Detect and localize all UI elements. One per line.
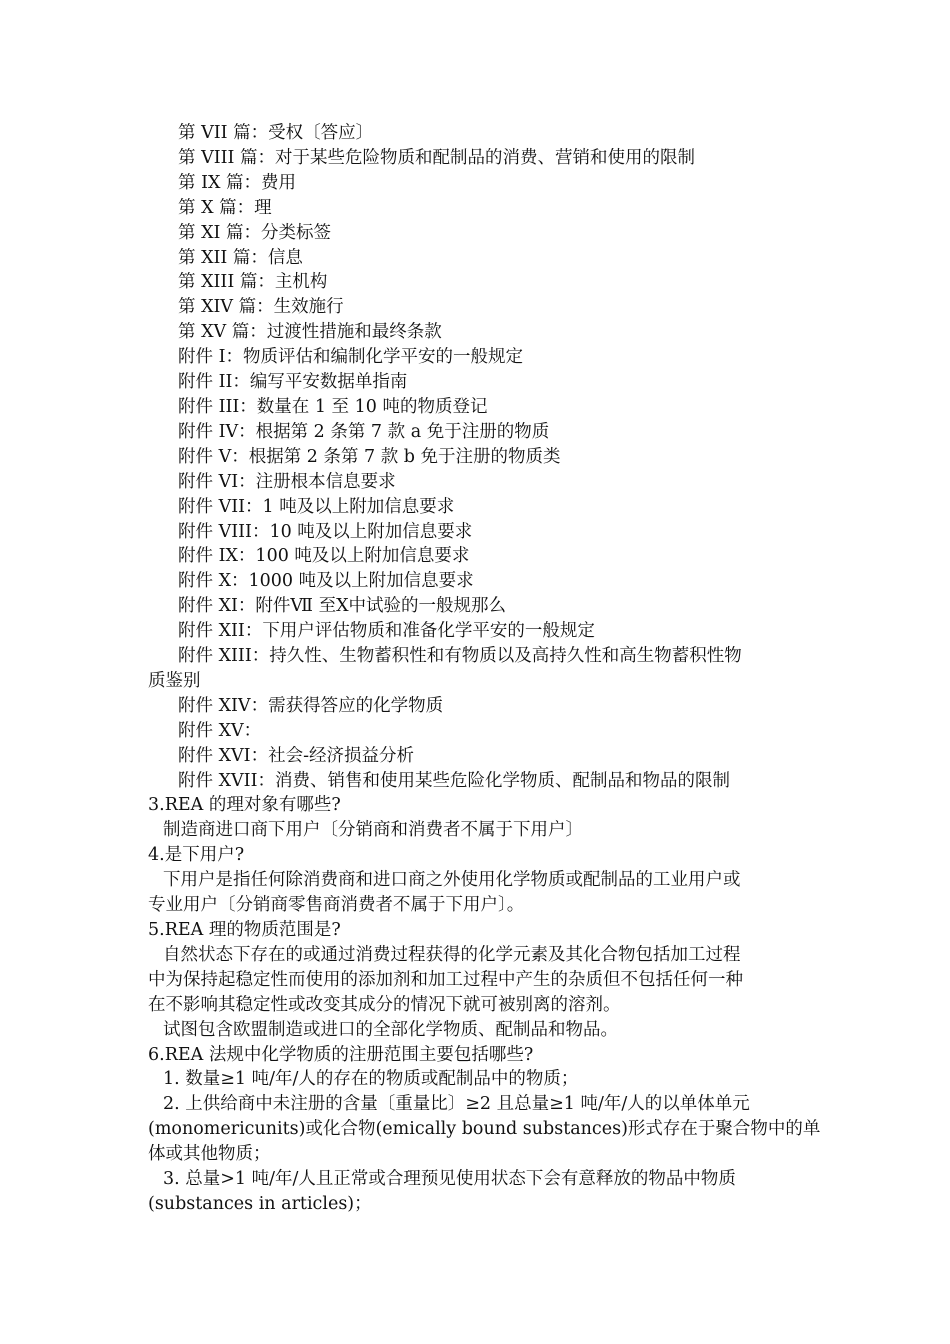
list-item: 附件 XVII：消费、销售和使用某些危险化学物质、配制品和物品的限制 [178, 770, 730, 791]
list-item: 第 XIII 篇：主机构 [178, 272, 328, 293]
list-item: 第 VIII 篇：对于某些危险物质和配制品的消费、营销和使用的限制 [178, 147, 695, 168]
question-5: 5.REA 理的物质范围是? [148, 920, 341, 940]
document-body [148, 121, 821, 1217]
list-item: 第 XV 篇：过渡性措施和最终条款 [178, 322, 442, 343]
annex-xiii-line2: 质鉴别 [148, 670, 201, 691]
list-item: 附件 III：数量在 1 至 10 吨的物质登记 [178, 396, 488, 417]
list-item: 第 XI 篇：分类标签 [178, 222, 331, 243]
answer-6-item1: 1. 数量≥1 吨/年/人的存在的物质或配制品中的物质； [163, 1069, 579, 1090]
list-item: 附件 VII：1 吨及以上附加信息要求 [178, 496, 455, 517]
answer-4-line2: 专业用户〔分销商零售商消费者不属于下用户〕。 [148, 895, 525, 916]
answer-5-line1: 自然状态下存在的或通过消费过程获得的化学元素及其化合物包括加工过程 [163, 944, 741, 965]
answer-6-item2-line1: 2. 上供给商中未注册的含量〔重量比〕≥2 且总量≥1 吨/年/人的以单体单元 [163, 1094, 750, 1115]
question-3: 3.REA 的理对象有哪些? [148, 795, 341, 816]
list-item: 附件 XI：附件Ⅶ 至Ⅹ中试验的一般规那么 [178, 596, 507, 617]
list-item: 附件 XV： [178, 720, 262, 741]
list-item: 附件 V：根据第 2 条第 7 款 b 免于注册的物质类 [178, 446, 561, 467]
list-item: 附件 X：1000 吨及以上附加信息要求 [178, 571, 474, 592]
answer-6-item3-line1: 3. 总量>1 吨/年/人且正常或合理预见使用状态下会有意释放的物品中物质 [163, 1169, 736, 1190]
list-item: 附件 XII：下用户评估物质和准备化学平安的一般规定 [178, 621, 595, 642]
list-item: 第 XII 篇：信息 [178, 247, 303, 268]
list-item: 第 X 篇：理 [178, 197, 272, 218]
answer-6-item2-line2: (monomericunits)或化合物(emically bound substances)形式存在于聚合物中的单 [148, 1119, 821, 1140]
question-6: 6.REA 法规中化学物质的注册范围主要包括哪些? [148, 1044, 534, 1065]
list-item: 第 IX 篇：费用 [178, 172, 296, 193]
answer-4-line1: 下用户是指任何除消费商和进口商之外使用化学物质或配制品的工业用户或 [163, 870, 741, 891]
answer-6-item2-line3: 体或其他物质； [148, 1144, 271, 1165]
answer-3: 制造商进口商下用户〔分销商和消费者不属于下用户〕 [163, 820, 583, 841]
list-item: 附件 I：物质评估和编制化学平安的一般规定 [178, 347, 523, 368]
list-item: 附件 VIII：10 吨及以上附加信息要求 [178, 521, 473, 542]
question-4: 4.是下用户? [148, 845, 245, 866]
list-item: 附件 II：编写平安数据单指南 [178, 372, 408, 393]
answer-5-line2: 中为保持起稳定性而使用的添加剂和加工过程中产生的杂质但不包括任何一种 [148, 969, 743, 990]
answer-6-item3-line2: (substances in articles)； [148, 1193, 372, 1214]
answer-5-line3: 在不影响其稳定性或改变其成分的情况下就可被别离的溶剂。 [148, 994, 621, 1015]
list-item: 附件 IV：根据第 2 条第 7 款 a 免于注册的物质 [178, 421, 550, 442]
list-item: 附件 IX：100 吨及以上附加信息要求 [178, 546, 470, 567]
list-item: 附件 VI：注册根本信息要求 [178, 471, 396, 492]
list-item: 附件 XIV：需获得答应的化学物质 [178, 695, 444, 716]
list-item: 第 XIV 篇：生效施行 [178, 297, 344, 318]
list-item: 第 VII 篇：受权〔答应〕 [178, 123, 374, 143]
annex-xiii-line1: 附件 XIII：持久性、生物蓄积性和有物质以及高持久性和高生物蓄积性物 [178, 646, 742, 667]
answer-5-para2: 试图包含欧盟制造或进口的全部化学物质、配制品和物品。 [163, 1019, 618, 1040]
list-item: 附件 XVI：社会-经济损益分析 [178, 745, 414, 766]
